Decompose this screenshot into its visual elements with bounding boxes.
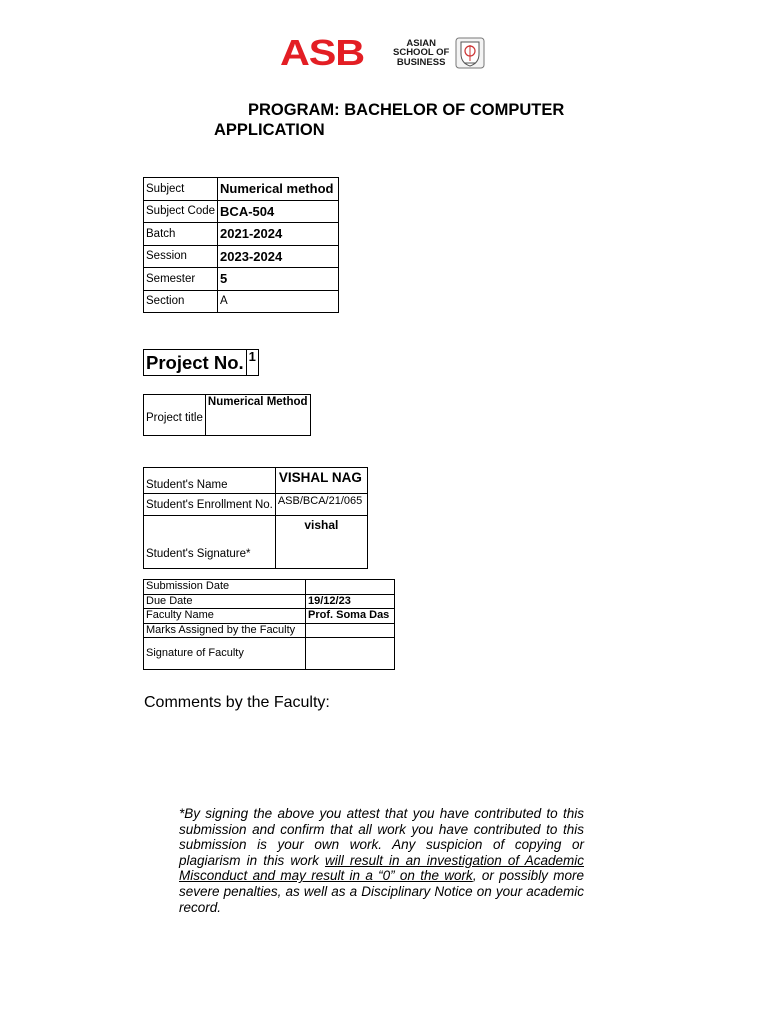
table-row bbox=[144, 200, 339, 223]
faculty-name-label: Faculty Name bbox=[144, 609, 306, 624]
table-row bbox=[144, 468, 368, 494]
submission-date-value bbox=[306, 580, 395, 595]
table-row bbox=[144, 223, 339, 246]
marks-value bbox=[306, 623, 395, 638]
submission-table bbox=[143, 579, 395, 670]
comments-heading: Comments by the Faculty: bbox=[144, 694, 330, 711]
student-name-value: VISHAL NAG bbox=[275, 468, 367, 494]
course-info-table bbox=[143, 177, 339, 313]
disclaimer-text bbox=[179, 806, 584, 915]
student-table bbox=[143, 467, 368, 569]
session-label: Session bbox=[144, 245, 218, 268]
table-row bbox=[144, 516, 368, 569]
submission-date-label: Submission Date bbox=[144, 580, 306, 595]
student-name-label: Student's Name bbox=[144, 468, 276, 494]
program-line-2: APPLICATION bbox=[214, 121, 325, 139]
subject-code-value: BCA-504 bbox=[218, 200, 339, 223]
table-row bbox=[144, 268, 339, 291]
program-heading bbox=[214, 100, 614, 140]
student-signature-value: vishal bbox=[275, 516, 367, 569]
batch-value: 2021-2024 bbox=[218, 223, 339, 246]
project-number-value: 1 bbox=[247, 349, 259, 376]
enrollment-value: ASB/BCA/21/065 bbox=[275, 494, 367, 516]
project-number bbox=[143, 349, 259, 376]
table-row bbox=[144, 178, 339, 201]
subject-code-label: Subject Code bbox=[144, 200, 218, 223]
table-row bbox=[144, 245, 339, 268]
semester-value: 5 bbox=[218, 268, 339, 291]
logo-word-3: BUSINESS bbox=[396, 56, 446, 68]
logo-word-1: ASIAN bbox=[406, 37, 436, 49]
table-row bbox=[144, 623, 395, 638]
project-number-label: Project No. bbox=[143, 349, 247, 376]
logo-word-2: SCHOOL OF bbox=[393, 47, 450, 59]
asb-logo bbox=[280, 32, 485, 73]
project-title-label: Project title bbox=[144, 395, 206, 436]
disclaimer-part-2: , or possibly more severe penalties, as well as a Disciplinary Notice on your academic record. bbox=[179, 868, 584, 915]
table-row bbox=[144, 594, 395, 609]
table-row bbox=[144, 638, 395, 670]
table-row bbox=[144, 580, 395, 595]
table-row bbox=[144, 609, 395, 624]
faculty-signature-value bbox=[306, 638, 395, 670]
crest-icon bbox=[455, 37, 485, 69]
enrollment-label: Student's Enrollment No. bbox=[144, 494, 276, 516]
semester-label: Semester bbox=[144, 268, 218, 291]
disclaimer-part-1: *By signing the above you attest that you have contributed to this submission and confirm that all work you have contributed to this submission is your own work. Any suspicion of copying or plagiarism in this work bbox=[179, 806, 584, 868]
table-row bbox=[144, 290, 339, 313]
faculty-name-value: Prof. Soma Das bbox=[306, 609, 395, 624]
marks-label: Marks Assigned by the Faculty bbox=[144, 623, 306, 638]
subject-label: Subject bbox=[144, 178, 218, 201]
project-title-table bbox=[143, 394, 311, 436]
section-value: A bbox=[218, 290, 339, 313]
section-label: Section bbox=[144, 290, 218, 313]
disclaimer-underlined: will result in an investigation of Academic Misconduct and may result in a “0” on the work bbox=[179, 852, 584, 884]
due-date-label: Due Date bbox=[144, 594, 306, 609]
student-signature-label: Student's Signature* bbox=[144, 516, 276, 569]
due-date-value: 19/12/23 bbox=[306, 594, 395, 609]
logo-brand: ASB bbox=[280, 32, 364, 73]
program-line-1: PROGRAM: BACHELOR OF COMPUTER bbox=[248, 101, 565, 119]
faculty-signature-label: Signature of Faculty bbox=[144, 638, 306, 670]
project-title-value: Numerical Method bbox=[205, 395, 310, 436]
session-value: 2023-2024 bbox=[218, 245, 339, 268]
subject-value: Numerical method bbox=[218, 178, 339, 201]
batch-label: Batch bbox=[144, 223, 218, 246]
table-row bbox=[144, 494, 368, 516]
logo-words bbox=[393, 39, 449, 68]
table-row bbox=[144, 395, 311, 436]
